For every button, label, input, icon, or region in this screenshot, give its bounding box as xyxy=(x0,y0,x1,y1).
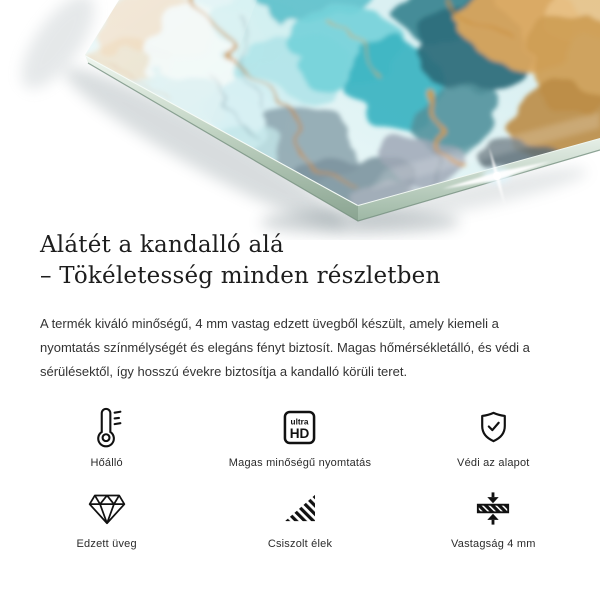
section-title-line2: – Tökéletesség minden részletben xyxy=(40,263,441,289)
thickness-4mm-icon xyxy=(475,485,511,531)
ultra-hd-icon xyxy=(283,404,316,450)
product-hero-image xyxy=(0,0,600,240)
section-title-line1: Alátét a kandalló alá xyxy=(40,232,284,258)
thermometer-icon xyxy=(92,404,122,450)
section-title xyxy=(40,230,560,292)
svg-text:ultra: ultra xyxy=(291,417,309,427)
feature-ultra-hd-print xyxy=(203,404,396,469)
diamond-icon xyxy=(87,485,127,531)
feature-label: Csiszolt élek xyxy=(267,538,333,550)
feature-label: Edzett üveg xyxy=(76,538,137,550)
feature-label: Magas minőségű nyomtatás xyxy=(228,457,372,469)
product-description: A termék kiváló minőségű, 4 mm vastag edzett üvegből készült, amely kiemeli a nyomtatás színmélységét és elegáns fényt biztosít. Magas hőmérsékletálló, és védi a sérülésektől, így hosszú évekre biztosítja a kandalló körüli teret. xyxy=(40,316,530,379)
feature-polished-edges xyxy=(203,485,396,550)
feature-label: Hőálló xyxy=(90,457,123,469)
shield-check-icon xyxy=(479,404,508,450)
feature-label: Vastagság 4 mm xyxy=(451,538,536,550)
feature-thickness-4mm xyxy=(397,485,590,550)
svg-text:HD: HD xyxy=(290,425,310,441)
feature-tempered-glass xyxy=(10,485,203,550)
feature-label: Védi az alapot xyxy=(457,457,530,469)
feature-grid xyxy=(10,404,590,550)
polished-edges-icon xyxy=(283,485,317,531)
feature-heat-resistant xyxy=(10,404,203,469)
feature-protects-base xyxy=(397,404,590,469)
